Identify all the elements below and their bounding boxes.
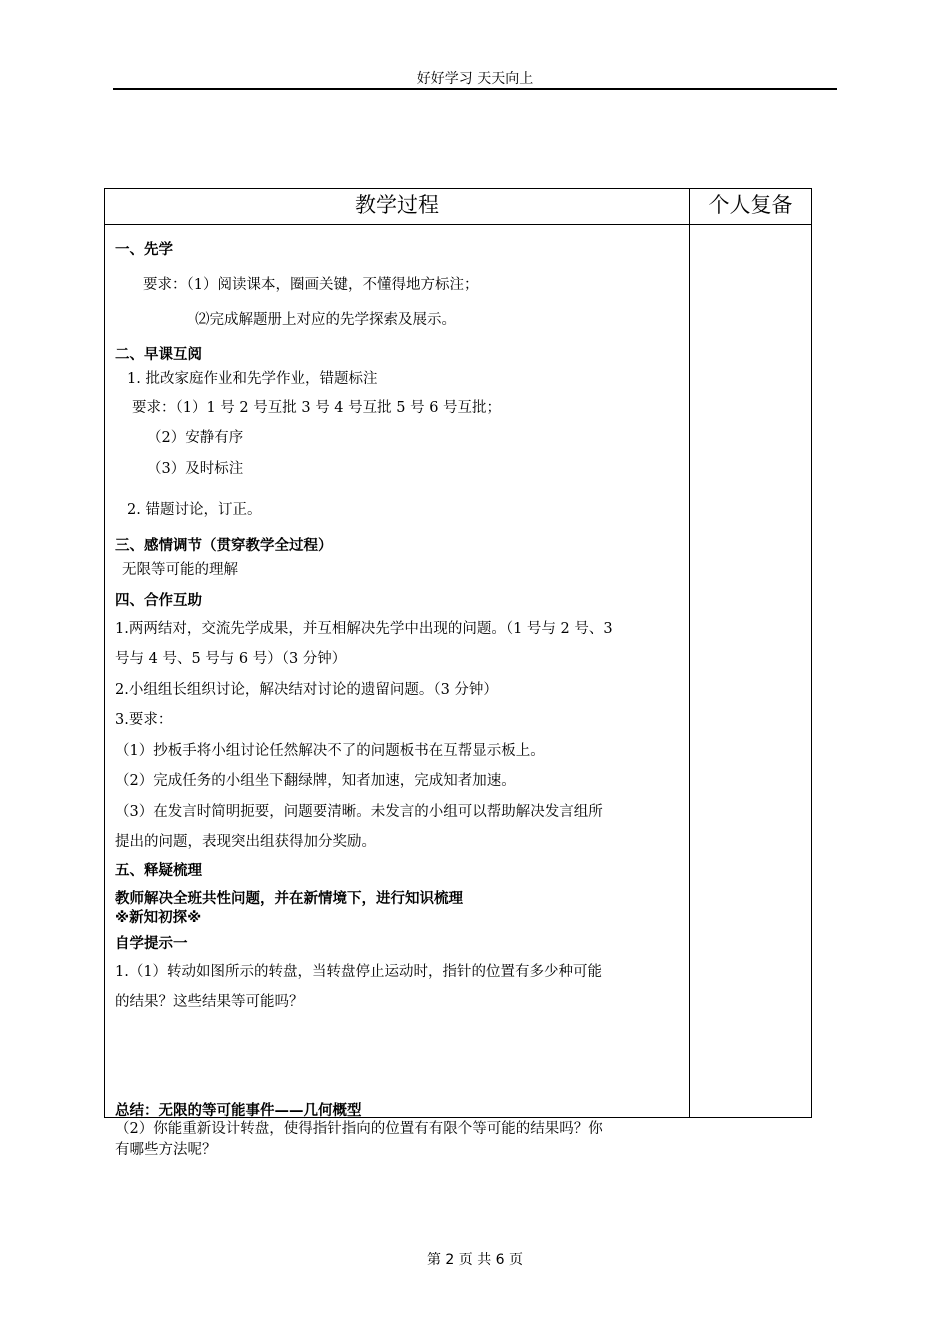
text-line: （1）抄板手将小组讨论任然解决不了的问题板书在互帮显示板上。	[115, 743, 545, 759]
text-line: 3.要求：	[115, 712, 173, 728]
page-footer: 第 2 页 共 6 页	[426, 1252, 524, 1268]
text-line: 有哪些方法呢？	[115, 1142, 217, 1158]
process-cell	[105, 225, 690, 1158]
text-line: （2）你能重新设计转盘，使得指针指向的位置有有限个等可能的结果吗？你	[115, 1121, 603, 1137]
text-line: 2.小组组长组织讨论，解决结对讨论的遗留问题。（3 分钟）	[115, 682, 498, 698]
section-title-preview: 一、先学	[115, 242, 173, 258]
text-line: （2）安静有序	[147, 430, 244, 446]
section-title-peer-review: 二、早课互阅	[115, 347, 202, 363]
text-line: 提出的问题，表现突出组获得加分奖励。	[115, 834, 376, 850]
text-line: （3）在发言时简明扼要，问题要清晰。未发言的小组可以帮助解决发言组所	[115, 804, 603, 820]
text-line: 1. 批改家庭作业和先学作业，错题标注	[127, 371, 378, 387]
text-line: 1.（1）转动如图所示的转盘，当转盘停止运动时，指针的位置有多少种可能	[115, 964, 603, 980]
section-title-emotion: 三、感情调节（贯穿教学全过程）	[115, 538, 333, 554]
text-line: 号与 4 号、5 号与 6 号）（3 分钟）	[115, 651, 347, 667]
lesson-table	[104, 188, 812, 1158]
personal-notes-cell	[690, 225, 812, 1118]
summary-line: 总结：无限的等可能事件——几何概型	[115, 1103, 362, 1119]
subtitle-new-knowledge: ※新知初探※	[115, 910, 202, 926]
text-line: （2）完成任务的小组坐下翻绿牌，知者加速，完成知者加速。	[115, 773, 516, 789]
section-title-cooperation: 四、合作互助	[115, 593, 202, 609]
section-title-clarify: 五、释疑梳理	[115, 863, 202, 879]
text-line: 的结果？这些结果等可能吗？	[115, 994, 304, 1010]
subtitle-self-study-hint: 自学提示一	[115, 936, 188, 952]
text-line: 1.两两结对，交流先学成果，并互相解决先学中出现的问题。（1 号与 2 号、3	[115, 621, 613, 637]
text-line: 要求：（1）阅读课本，圈画关键，不懂得地方标注；	[143, 277, 479, 293]
text-line: 无限等可能的理解	[122, 562, 238, 578]
text-line: ⑵完成解题册上对应的先学探索及展示。	[195, 312, 456, 328]
text-line: 要求：（1）1 号 2 号互批 3 号 4 号互批 5 号 6 号互批；	[132, 400, 502, 416]
text-line: （3）及时标注	[147, 461, 244, 477]
page-header: 好好学习 天天向上	[416, 71, 534, 87]
column-header-process: 教学过程	[105, 189, 690, 225]
subtitle-teacher: 教师解决全班共性问题，并在新情境下，进行知识梳理	[115, 891, 463, 907]
header-rule	[113, 88, 837, 90]
text-line: 2. 错题讨论，订正。	[127, 502, 262, 518]
column-header-personal: 个人复备	[690, 189, 812, 225]
